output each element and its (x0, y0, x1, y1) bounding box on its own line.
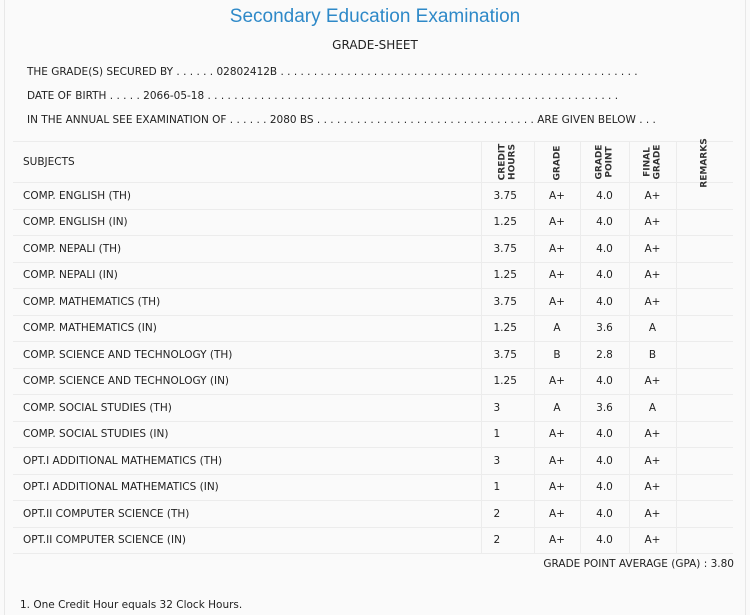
subject-cell: COMP. ENGLISH (IN) (13, 209, 481, 236)
table-row (13, 368, 733, 395)
subject-cell: COMP. SOCIAL STUDIES (IN) (13, 421, 481, 448)
grade-cell: A+ (534, 368, 580, 395)
table-row (13, 315, 733, 342)
credit-hours-cell: 3.75 (481, 236, 534, 263)
credit-hours-cell: 3.75 (481, 183, 534, 210)
grade-cell: B (534, 342, 580, 369)
table-row (13, 421, 733, 448)
grade-cell: A+ (534, 183, 580, 210)
grade-point-cell: 4.0 (580, 209, 629, 236)
table-row (13, 262, 733, 289)
grade-cell: A (534, 395, 580, 422)
table-row (13, 501, 733, 528)
subject-cell: COMP. SOCIAL STUDIES (TH) (13, 395, 481, 422)
grade-point-cell: 4.0 (580, 501, 629, 528)
grade-point-cell: 4.0 (580, 421, 629, 448)
examination-line: IN THE ANNUAL SEE EXAMINATION OF . . . . . . 2080 BS . . . . . . . . . . . . . . . . . . . . . . . . . . . . . . . . . ARE GIVEN BELOW . . . (27, 114, 656, 126)
grade-cell: A+ (534, 262, 580, 289)
credit-hours-cell: 3.75 (481, 342, 534, 369)
table-row (13, 395, 733, 422)
table-row (13, 527, 733, 554)
table-header-row (13, 142, 733, 183)
final-grade-cell: B (629, 342, 676, 369)
credit-hours-cell: 1.25 (481, 368, 534, 395)
grade-point-cell: 4.0 (580, 262, 629, 289)
final-grade-cell: A+ (629, 421, 676, 448)
grade-point-cell: 4.0 (580, 368, 629, 395)
credit-hours-cell: 3 (481, 395, 534, 422)
remarks-cell (676, 289, 733, 316)
final-grade-cell: A (629, 315, 676, 342)
grade-cell: A+ (534, 474, 580, 501)
remarks-cell (676, 315, 733, 342)
header-grade-point: GRADE POINT (580, 142, 629, 183)
final-grade-cell: A (629, 395, 676, 422)
exam-title: Secondary Education Examination (229, 6, 521, 27)
grade-cell: A+ (534, 448, 580, 475)
subject-cell: OPT.I ADDITIONAL MATHEMATICS (IN) (13, 474, 481, 501)
final-grade-cell: A+ (629, 262, 676, 289)
header-credit-hours: CREDIT HOURS (481, 142, 534, 183)
subject-cell: OPT.I ADDITIONAL MATHEMATICS (TH) (13, 448, 481, 475)
header-final-grade: FINAL GRADE (629, 142, 676, 183)
grade-cell: A+ (534, 501, 580, 528)
secured-by-line: THE GRADE(S) SECURED BY . . . . . . 02802412B . . . . . . . . . . . . . . . . . . . . . . . . . . . . . . . . . . . . . . . . . . . . . . . . . . . . . . (27, 66, 638, 78)
grade-point-cell: 4.0 (580, 448, 629, 475)
subject-cell: COMP. NEPALI (TH) (13, 236, 481, 263)
credit-hours-cell: 2 (481, 527, 534, 554)
table-row (13, 289, 733, 316)
table-row (13, 236, 733, 263)
credit-hours-cell: 3 (481, 448, 534, 475)
grade-point-cell: 2.8 (580, 342, 629, 369)
header-subjects: SUBJECTS (13, 142, 481, 183)
table-row (13, 342, 733, 369)
grade-point-cell: 3.6 (580, 315, 629, 342)
table-row (13, 474, 733, 501)
final-grade-cell: A+ (629, 527, 676, 554)
grade-point-cell: 4.0 (580, 236, 629, 263)
remarks-cell (676, 527, 733, 554)
grade-cell: A+ (534, 527, 580, 554)
grade-cell: A+ (534, 209, 580, 236)
final-grade-cell: A+ (629, 289, 676, 316)
header-remarks: REMARKS (676, 142, 733, 183)
grade-cell: A+ (534, 421, 580, 448)
gpa-summary: GRADE POINT AVERAGE (GPA) : 3.80 (543, 558, 734, 570)
remarks-cell (676, 448, 733, 475)
grade-cell: A+ (534, 236, 580, 263)
grade-point-cell: 4.0 (580, 183, 629, 210)
final-grade-cell: A+ (629, 183, 676, 210)
credit-hours-cell: 2 (481, 501, 534, 528)
credit-hours-cell: 1 (481, 474, 534, 501)
table-row (13, 448, 733, 475)
credit-hour-note: 1. One Credit Hour equals 32 Clock Hours. (20, 599, 243, 611)
final-grade-cell: A+ (629, 236, 676, 263)
subject-cell: COMP. ENGLISH (TH) (13, 183, 481, 210)
subject-cell: COMP. SCIENCE AND TECHNOLOGY (TH) (13, 342, 481, 369)
remarks-cell (676, 474, 733, 501)
remarks-cell (676, 236, 733, 263)
remarks-cell (676, 421, 733, 448)
grade-point-cell: 4.0 (580, 527, 629, 554)
final-grade-cell: A+ (629, 209, 676, 236)
final-grade-cell: A+ (629, 448, 676, 475)
remarks-cell (676, 368, 733, 395)
final-grade-cell: A+ (629, 368, 676, 395)
remarks-cell (676, 262, 733, 289)
subject-cell: OPT.II COMPUTER SCIENCE (TH) (13, 501, 481, 528)
remarks-cell (676, 342, 733, 369)
subject-cell: COMP. NEPALI (IN) (13, 262, 481, 289)
table-row (13, 183, 733, 210)
credit-hours-cell: 1.25 (481, 262, 534, 289)
credit-hours-cell: 1.25 (481, 315, 534, 342)
header-grade: GRADE (534, 142, 580, 183)
grade-point-cell: 4.0 (580, 474, 629, 501)
subject-cell: COMP. SCIENCE AND TECHNOLOGY (IN) (13, 368, 481, 395)
subject-cell: COMP. MATHEMATICS (TH) (13, 289, 481, 316)
remarks-cell (676, 501, 733, 528)
grade-point-cell: 4.0 (580, 289, 629, 316)
subject-cell: COMP. MATHEMATICS (IN) (13, 315, 481, 342)
remarks-cell (676, 209, 733, 236)
remarks-cell (676, 395, 733, 422)
table-row (13, 209, 733, 236)
grade-cell: A+ (534, 289, 580, 316)
subject-cell: OPT.II COMPUTER SCIENCE (IN) (13, 527, 481, 554)
grade-cell: A (534, 315, 580, 342)
final-grade-cell: A+ (629, 474, 676, 501)
credit-hours-cell: 3.75 (481, 289, 534, 316)
final-grade-cell: A+ (629, 501, 676, 528)
credit-hours-cell: 1.25 (481, 209, 534, 236)
sheet-subtitle: GRADE-SHEET (332, 38, 418, 52)
grade-point-cell: 3.6 (580, 395, 629, 422)
credit-hours-cell: 1 (481, 421, 534, 448)
grades-table (13, 138, 733, 554)
date-of-birth-line: DATE OF BIRTH . . . . . 2066-05-18 . . . . . . . . . . . . . . . . . . . . . . . . . . . . . . . . . . . . . . . . . . . . . . . . . . . . . . . . . . . . . . (27, 90, 619, 102)
